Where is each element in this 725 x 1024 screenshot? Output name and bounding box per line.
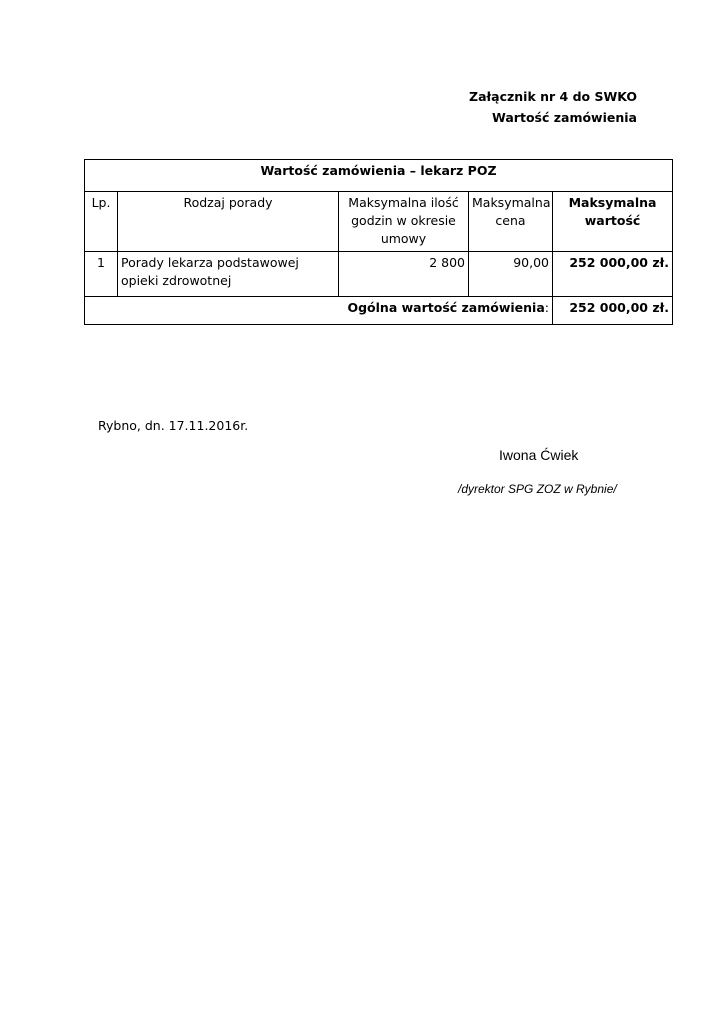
table-row [85, 252, 673, 297]
total-colon: : [544, 300, 549, 315]
total-label: Ogólna wartość zamówienia [347, 300, 545, 315]
signer-name: Iwona Ćwiek [499, 447, 579, 463]
column-header-price: Maksymalna cena [469, 192, 553, 252]
cell-hours: 2 800 [339, 252, 469, 297]
column-header-hours: Maksymalna ilość godzin w okresie umowy [339, 192, 469, 252]
place-date: Rybno, dn. 17.11.2016r. [98, 418, 249, 433]
order-value-table [84, 159, 673, 325]
column-header-value: Maksymalna wartość [553, 192, 673, 252]
table-title: Wartość zamówienia – lekarz POZ [85, 160, 673, 192]
document-header [469, 86, 637, 128]
total-value: 252 000,00 zł. [553, 297, 673, 325]
cell-price: 90,00 [469, 252, 553, 297]
total-label-cell [85, 297, 553, 325]
cell-type: Porady lekarza podstawowej opieki zdrowotnej [118, 252, 339, 297]
column-header-type: Rodzaj porady [118, 192, 339, 252]
total-row [85, 297, 673, 325]
annex-label: Załącznik nr 4 do SWKO [469, 89, 637, 104]
column-header-lp: Lp. [85, 192, 118, 252]
document-title: Wartość zamówienia [492, 110, 637, 125]
table-header-row [85, 192, 673, 252]
cell-value: 252 000,00 zł. [553, 252, 673, 297]
table-title-row [85, 160, 673, 192]
cell-lp: 1 [85, 252, 118, 297]
signer-title: /dyrektor SPG ZOZ w Rybnie/ [458, 482, 617, 496]
